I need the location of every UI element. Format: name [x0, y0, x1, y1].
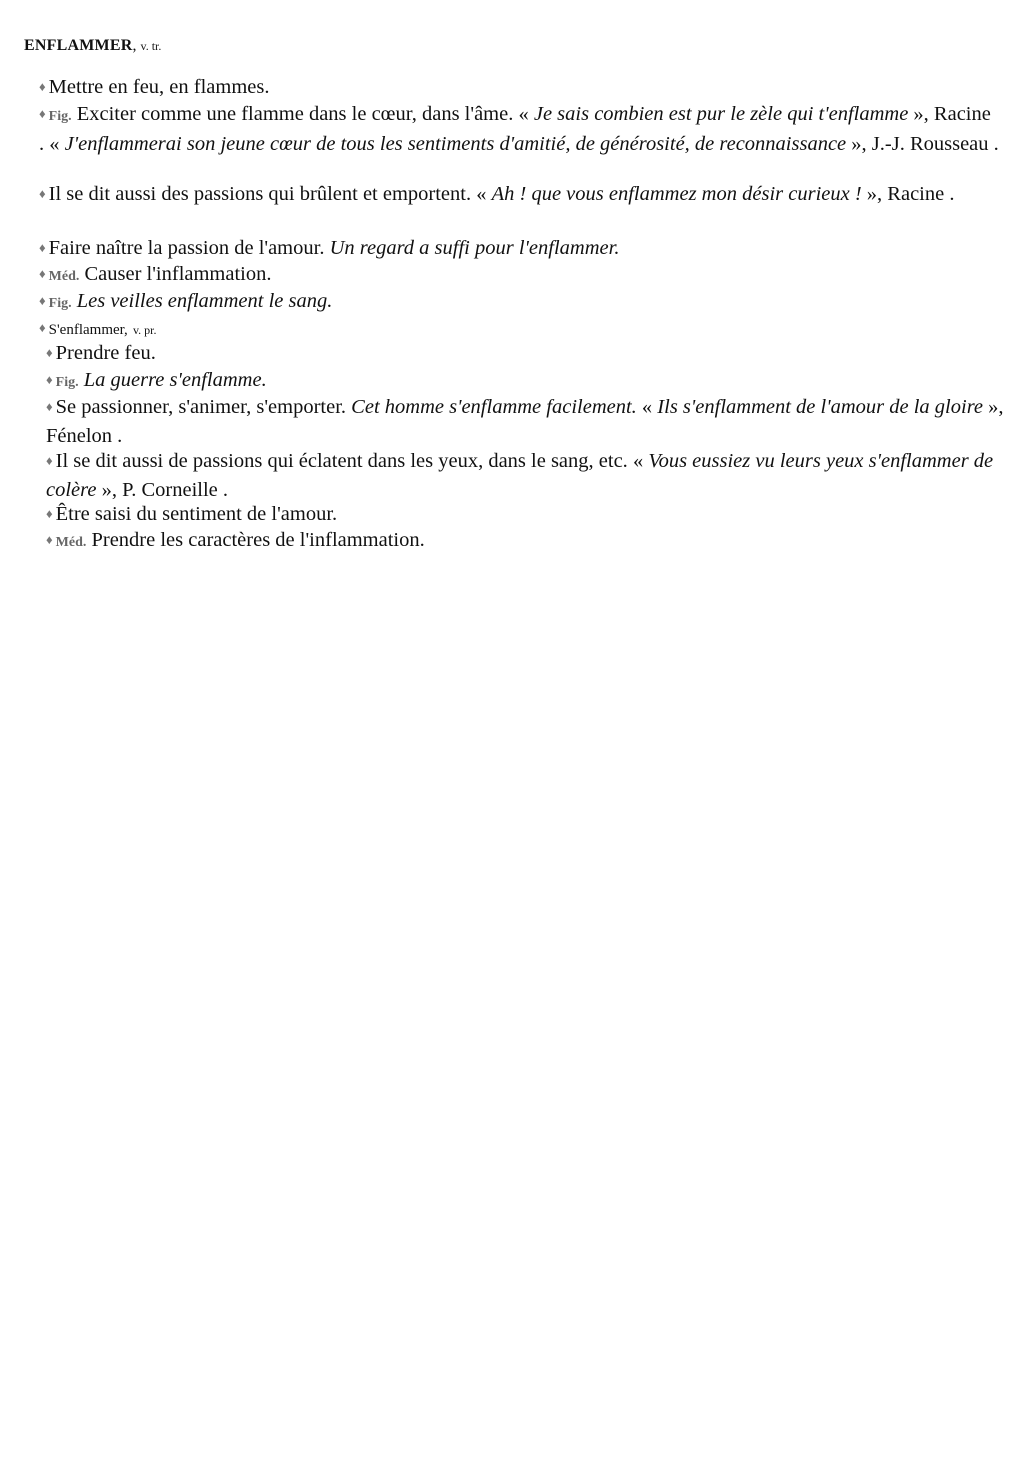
definition-6: [39, 288, 999, 318]
sub-definition-5: [46, 501, 1004, 530]
definition-text: Être saisi du sentiment de l'amour.: [55, 503, 338, 525]
diamond-icon: ♦: [46, 372, 53, 387]
quotation: Ils s'enflamment de l'amour de la gloire: [657, 396, 984, 418]
quotation-author: Racine: [887, 183, 945, 205]
sub-definition-4: ♦ Il se dit aussi de passions qui éclatent dans les yeux, dans le sang, etc. « Vous eussiez vu leurs yeux s'enflammer de colère », P. Corneille .: [46, 450, 994, 501]
diamond-icon: ♦: [46, 345, 53, 360]
headword-grammar: v. tr.: [140, 39, 162, 53]
headword: ENFLAMMER: [24, 37, 133, 54]
definition-text: Exciter comme une flamme dans le cœur, dans l'âme.: [76, 103, 514, 125]
quotation: Vous eussiez vu leurs yeux s'enflammer de colère: [46, 450, 994, 501]
diamond-icon: ♦: [39, 293, 46, 308]
sub-definition-2: [46, 367, 1004, 397]
diamond-icon: ♦: [46, 399, 53, 414]
diamond-icon: ♦: [39, 240, 46, 255]
usage-tag: Méd.: [55, 535, 87, 550]
definition-text: Prendre feu.: [55, 342, 156, 364]
usage-tag: Fig.: [55, 375, 79, 390]
definition-text: Prendre les caractères de l'inflammation.: [91, 529, 425, 551]
quotation: Ah ! que vous enflammez mon désir curieux !: [491, 183, 862, 205]
diamond-icon: ♦: [39, 186, 46, 201]
sub-definition-3: ♦ Se passionner, s'animer, s'emporter. Cet homme s'enflamme facilement. « Ils s'enflamment de l'amour de la gloire », Fénelon .: [46, 396, 1004, 447]
usage-tag: Fig.: [48, 109, 72, 124]
diamond-icon: ♦: [46, 532, 53, 547]
diamond-icon: ♦: [39, 79, 46, 94]
definition-text: Causer l'inflammation.: [84, 263, 272, 285]
example: Les veilles enflamment le sang.: [76, 290, 333, 312]
sub-definition-1: [46, 340, 1004, 369]
example: La guerre s'enflamme.: [83, 369, 267, 391]
diamond-icon: ♦: [39, 320, 46, 335]
quotation-author: J.-J. Rousseau: [871, 132, 989, 155]
reflexive-grammar: v. pr.: [132, 323, 157, 337]
definition-5: [39, 261, 999, 291]
diamond-icon: ♦: [39, 266, 46, 281]
diamond-icon: ♦: [39, 106, 46, 121]
definition-3: ♦ Il se dit aussi des passions qui brûlent et emportent. « Ah ! que vous enflammez mon désir curieux ! », Racine .: [39, 183, 955, 205]
example: Cet homme s'enflamme facilement.: [351, 396, 637, 418]
example: Un regard a suffi pour l'enflammer.: [329, 237, 620, 259]
quotation-author: Fénelon: [46, 424, 113, 447]
quotation-author: Racine: [933, 103, 991, 125]
definition-text: Il se dit aussi de passions qui éclatent dans les yeux, dans le sang, etc.: [55, 450, 628, 472]
quotation: J'enflammerai son jeune cœur de tous les sentiments d'amitié, de générosité, de reconnaissance: [64, 132, 847, 155]
sub-definition-6: [46, 527, 1004, 557]
definition-1: [39, 74, 999, 103]
quotation: Je sais combien est pur le zèle qui t'enflamme: [533, 103, 909, 125]
definition-text: Faire naître la passion de l'amour.: [48, 237, 325, 259]
definition-text: Mettre en feu, en flammes.: [48, 76, 270, 98]
quotation-author: P. Corneille: [122, 478, 218, 501]
reflexive-form: S'enflammer,: [48, 322, 128, 338]
definition-text: Se passionner, s'animer, s'emporter.: [55, 396, 347, 418]
diamond-icon: ♦: [46, 453, 53, 468]
definition-2: ♦ Fig. Exciter comme une flamme dans le cœur, dans l'âme. « Je sais combien est pur le zèle qui t'enflamme », Racine . « J'enflammerai son jeune cœur de tous les sentiments d'amitié, de générosité, de reconnaissance », J.-J. Rousseau .: [39, 103, 999, 155]
definition-4: [39, 235, 999, 264]
diamond-icon: ♦: [46, 506, 53, 521]
headword-line: ENFLAMMER, v. tr.: [24, 37, 162, 54]
definition-text: Il se dit aussi des passions qui brûlent et emportent.: [48, 183, 472, 205]
usage-tag: Fig.: [48, 296, 72, 311]
usage-tag: Méd.: [48, 269, 80, 284]
